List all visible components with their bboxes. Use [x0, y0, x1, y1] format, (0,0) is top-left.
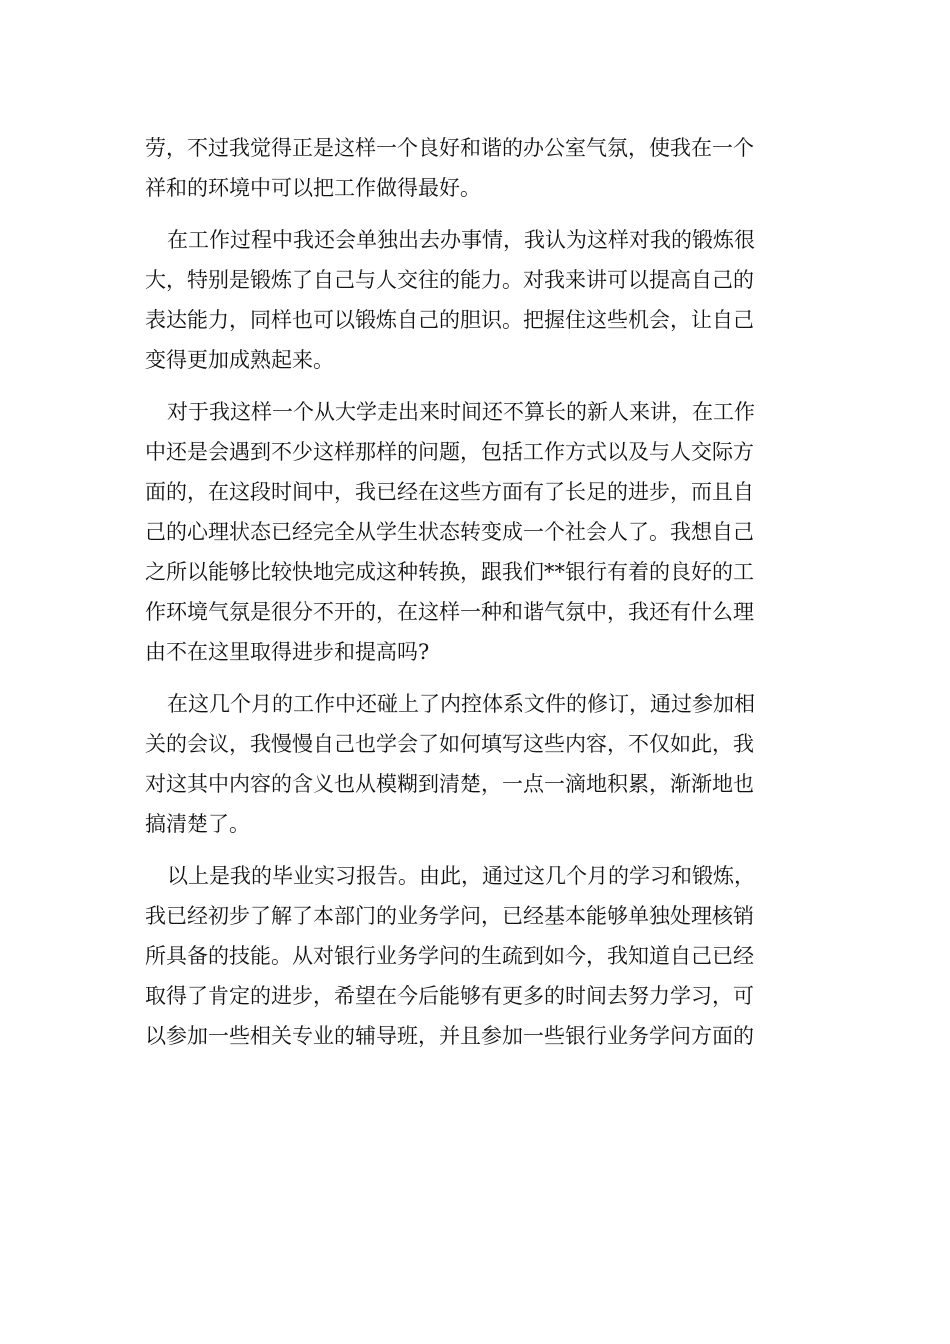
paragraph-1: [145, 128, 815, 208]
paragraph-4: [145, 684, 815, 844]
paragraph-3: [145, 392, 815, 672]
text-line: 我已经初步了解了本部门的业务学问，已经基本能够单独处理核销: [145, 904, 754, 928]
text-line: 劳，不过我觉得正是这样一个良好和谐的办公室气氛，使我在一个: [145, 136, 754, 160]
text-line: 对这其中内容的含义也从模糊到清楚，一点一滴地积累，渐渐地也: [145, 772, 754, 796]
text-line: 所具备的技能。从对银行业务学问的生疏到如今，我知道自己已经: [145, 944, 754, 968]
text-line: 中还是会遇到不少这样那样的问题，包括工作方式以及与人交际方: [145, 440, 754, 464]
text-line: 在这几个月的工作中还碰上了内控体系文件的修订，通过参加相: [167, 692, 755, 716]
text-line: 大，特别是锻炼了自己与人交往的能力。对我来讲可以提高自己的: [145, 268, 754, 292]
text-line: 表达能力，同样也可以锻炼自己的胆识。把握住这些机会，让自己: [145, 308, 754, 332]
text-line: 祥和的环境中可以把工作做得最好。: [145, 176, 481, 200]
text-line: 在工作过程中我还会单独出去办事情，我认为这样对我的锻炼很: [167, 228, 755, 252]
text-line: 变得更加成熟起来。: [145, 348, 334, 372]
text-line: 对于我这样一个从大学走出来时间还不算长的新人来讲，在工作: [167, 400, 755, 424]
text-line: 搞清楚了。: [145, 812, 250, 836]
document-body: [145, 128, 815, 1056]
text-line: 由不在这里取得进步和提高吗?: [145, 640, 430, 664]
text-line: 取得了肯定的进步，希望在今后能够有更多的时间去努力学习，可: [145, 984, 754, 1008]
text-line: 之所以能够比较快地完成这种转换，跟我们**银行有着的良好的工: [145, 560, 754, 584]
paragraph-5: [145, 856, 815, 1056]
text-line: 己的心理状态已经完全从学生状态转变成一个社会人了。我想自己: [145, 520, 754, 544]
paragraph-2: [145, 220, 815, 380]
text-line: 面的，在这段时间中，我已经在这些方面有了长足的进步，而且自: [145, 480, 754, 504]
text-line: 以参加一些相关专业的辅导班，并且参加一些银行业务学问方面的: [145, 1024, 754, 1048]
text-line: 作环境气氛是很分不开的，在这样一种和谐气氛中，我还有什么理: [145, 600, 754, 624]
text-line: 以上是我的毕业实习报告。由此，通过这几个月的学习和锻炼，: [167, 864, 755, 888]
text-line: 关的会议，我慢慢自己也学会了如何填写这些内容，不仅如此，我: [145, 732, 754, 756]
